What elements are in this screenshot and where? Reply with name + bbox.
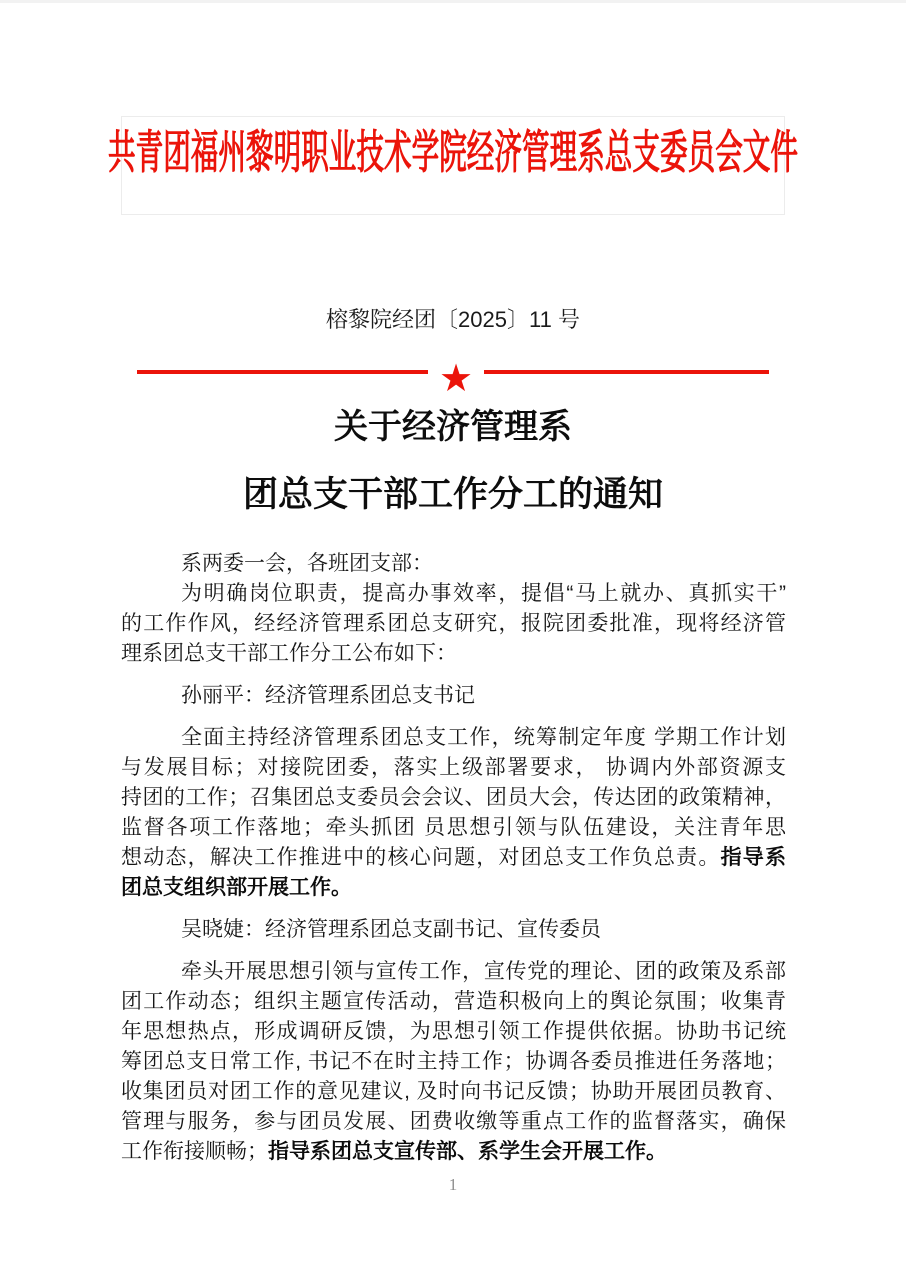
text-line bbox=[121, 609, 786, 639]
text-line bbox=[121, 957, 786, 987]
text-segment: 筹团总支日常工作, 书记不在时主持工作；协调各委员推进任务落地； bbox=[121, 1050, 786, 1073]
bold-text-segment: 指导系团总支宣传部、系学生会开展工作。 bbox=[268, 1140, 667, 1163]
text-segment: 管理与服务，参与团员发展、团费收缴等重点工作的监督落实，确保 bbox=[121, 1110, 786, 1133]
text-segment: 持团的工作；召集团总支委员会会议、团员大会，传达团的政策精神， bbox=[121, 786, 786, 809]
text-line bbox=[121, 723, 786, 753]
text-line bbox=[121, 813, 786, 843]
text-line bbox=[121, 915, 786, 945]
text-line bbox=[121, 681, 786, 711]
text-line bbox=[121, 639, 786, 669]
text-segment: 工作衔接顺畅； bbox=[121, 1140, 268, 1163]
red-divider-rule bbox=[0, 349, 906, 400]
paragraph-officer-1-name bbox=[121, 681, 786, 711]
text-line bbox=[121, 1017, 786, 1047]
red-rule-left bbox=[137, 370, 428, 374]
document-title-line2: 团总支干部工作分工的通知 bbox=[242, 475, 663, 514]
paragraph-officer-1-duties bbox=[121, 723, 786, 903]
text-segment: 为明确岗位职责，提高办事效率，提倡“马上就办、真抓实干” bbox=[181, 582, 786, 605]
text-segment: 收集团员对团工作的意见建议, 及时向书记反馈；协助开展团员教育、 bbox=[121, 1080, 786, 1103]
text-segment: 理系团总支干部工作分工公布如下： bbox=[121, 642, 457, 665]
bold-text-segment: 指导系 bbox=[720, 846, 787, 869]
text-segment: 牵头开展思想引领与宣传工作，宣传党的理论、团的政策及系部 bbox=[181, 960, 786, 983]
text-segment: 团工作动态；组织主题宣传活动，营造积极向上的舆论氛围；收集青 bbox=[121, 990, 786, 1013]
text-segment: 年思想热点，形成调研反馈，为思想引领工作提供依据。协助书记统 bbox=[121, 1020, 786, 1043]
body-text bbox=[121, 549, 786, 1167]
header-banner-title: 共青团福州黎明职业技术学院经济管理系总支委员会文件 bbox=[108, 126, 798, 178]
text-segment: 系两委一会，各班团支部： bbox=[181, 552, 433, 575]
paragraph-intro bbox=[121, 579, 786, 669]
paragraph-salutation bbox=[121, 549, 786, 579]
text-segment: 与发展目标；对接院团委，落实上级部署要求， 协调内外部资源支 bbox=[121, 756, 786, 779]
bold-text-segment: 团总支组织部开展工作。 bbox=[121, 876, 352, 899]
star-icon: ★ bbox=[438, 358, 474, 400]
paragraph-officer-2-name bbox=[121, 915, 786, 945]
text-line bbox=[121, 579, 786, 609]
text-segment: 的工作作风，经经济管理系团总支研究，报院团委批准，现将经济管 bbox=[121, 612, 786, 635]
text-line bbox=[121, 1107, 786, 1137]
text-line bbox=[121, 1137, 786, 1167]
text-segment: 监督各项工作落地；牵头抓团 员思想引领与队伍建设，关注青年思 bbox=[121, 816, 786, 839]
red-rule-right bbox=[484, 370, 769, 374]
text-line bbox=[121, 873, 786, 903]
text-line bbox=[121, 549, 786, 579]
header-banner bbox=[108, 116, 798, 215]
text-line bbox=[121, 843, 786, 873]
text-line bbox=[121, 1047, 786, 1077]
text-line bbox=[121, 1077, 786, 1107]
text-segment: 吴晓婕：经济管理系团总支副书记、宣传委员 bbox=[181, 918, 601, 941]
paragraph-officer-2-duties bbox=[121, 957, 786, 1167]
page-number: 1 bbox=[448, 1175, 458, 1194]
text-line bbox=[121, 783, 786, 813]
text-line bbox=[121, 987, 786, 1017]
text-line bbox=[121, 753, 786, 783]
text-segment: 全面主持经济管理系团总支工作，统筹制定年度 学期工作计划 bbox=[181, 726, 786, 749]
text-segment: 孙丽平：经济管理系团总支书记 bbox=[181, 684, 475, 707]
doc-number: 榕黎院经团〔2025〕11 号 bbox=[326, 307, 580, 332]
document-title-line1: 关于经济管理系 bbox=[334, 408, 572, 446]
text-segment: 想动态，解决工作推进中的核心问题，对团总支工作负总责。 bbox=[121, 846, 721, 869]
